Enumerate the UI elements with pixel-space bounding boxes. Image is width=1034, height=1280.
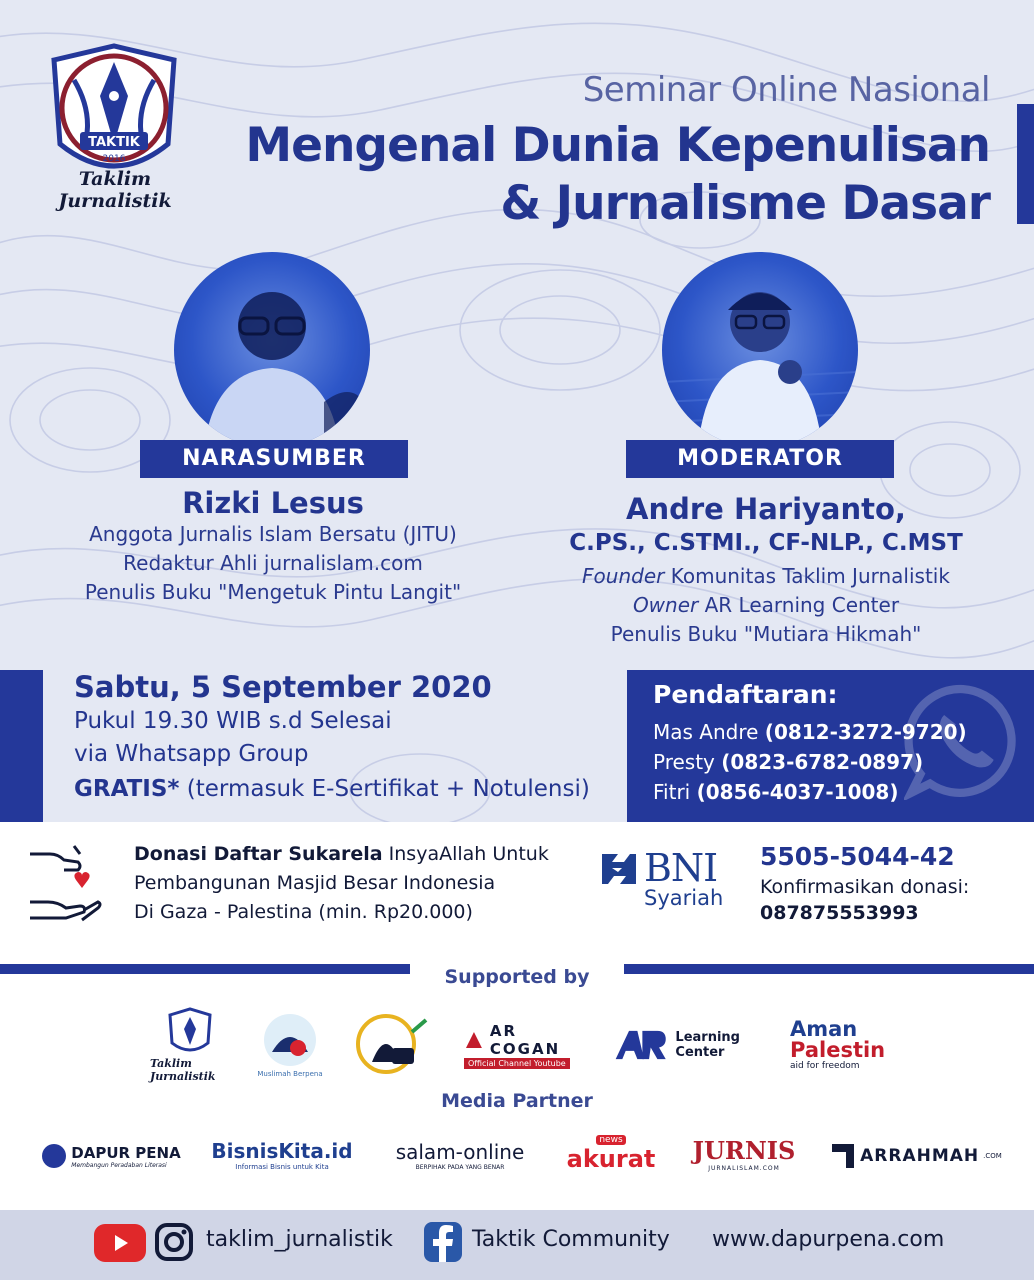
moderator-detail-text: Komunitas Taklim Jurnalistik [664,564,950,588]
facebook-page[interactable]: Taktik Community [472,1227,670,1252]
supporter-logo-ar-learning-center [614,1020,774,1070]
donation-line [134,840,594,869]
event-time: Pukul 19.30 WIB s.d Selesai [74,708,392,734]
moderator-detail-line [520,591,1012,620]
moderator-detail-line: Penulis Buku "Mutiara Hikmah" [610,622,922,646]
moderator-detail-text: AR Learning Center [698,593,900,617]
event-title-line2: & Jurnalisme Dasar [500,176,990,231]
bisniskita-name: BisnisKita.id [211,1139,353,1163]
section-divider-left [0,964,410,974]
contact-name: Presty [653,750,722,774]
partner-logo-dapur-pena [36,1134,186,1178]
confirm-label: Konfirmasikan donasi: [760,876,970,898]
arcogan-name: AR COGAN [489,1021,561,1058]
moderator-detail-italic: Owner [632,593,699,617]
hijab-writer-icon [352,1012,432,1078]
confirm-phone[interactable]: 087875553993 [760,902,919,924]
muslimah-berpena-icon [258,1012,322,1070]
partner-logo-arrahmah [828,1134,1004,1178]
narasumber-role-tag: NARASUMBER [140,440,408,478]
supporter-muslimah-caption: Muslimah Berpena [257,1070,323,1078]
event-kicker: Seminar Online Nasional [582,70,990,110]
partner-logo-akurat [556,1130,666,1178]
narasumber-name: Rizki Lesus [182,486,364,520]
moderator-details [520,562,1012,649]
dapur-pena-text [71,1144,180,1169]
dapur-pena-icon [41,1143,67,1169]
partner-logo-jurnis [684,1130,804,1178]
arcogan-header [464,1022,594,1058]
event-price [74,776,590,802]
donation-hands-icon [28,840,102,924]
donation-bold: Donasi Daftar Sukarela [134,843,383,865]
arcogan-sub: Official Channel Youtube [464,1058,570,1069]
logo-year-text: 2016 [102,154,126,164]
moderator-photo [662,252,858,448]
event-price-note: (termasuk E-Sertifikat + Notulensi) [179,776,590,802]
registration-contact [653,780,898,804]
moderator-name: Andre Hariyanto, [626,492,906,526]
supporter-taktik-caption: Taklim Jurnalistik [150,1057,216,1083]
supported-by-label: Supported by [444,966,590,988]
donation-line: Pembangunan Masjid Besar Indonesia [134,872,496,894]
donation-strip [0,822,1034,942]
narasumber-photo [174,252,370,448]
bni-word: BNI [644,846,718,890]
contact-phone[interactable]: (0823-6782-0897) [721,750,924,774]
moderator-detail-line [520,562,1012,591]
event-date: Sabtu, 5 September 2020 [74,670,492,704]
section-divider-right [624,964,1034,974]
taktik-mini-icon [166,1007,214,1057]
facebook-icon[interactable] [424,1222,462,1262]
salam-online-name: salam-online [395,1139,525,1164]
ar-lc-text: Learning Center [675,1030,740,1060]
ar-cogan-play-icon [464,1030,484,1050]
donation-line: Di Gaza - Palestina (min. Rp20.000) [134,901,473,923]
bni-syariah-word: Syariah [644,886,724,910]
supporter-logo-aman-palestin [790,1014,900,1076]
contact-name: Fitri [653,780,697,804]
logo-caption: Taklim Jurnalistik [58,168,172,212]
narasumber-detail-line: Penulis Buku "Mengetuk Pintu Langit" [84,580,462,604]
supporter-logos [150,1006,910,1084]
arrahmah-icon [830,1142,856,1170]
event-accent-bar [0,670,43,822]
supporter-logo-muslimah-berpena [250,1006,330,1084]
contact-name: Mas Andre [653,720,765,744]
contact-phone[interactable]: (0856-4037-1008) [696,780,899,804]
palestin-word: Palestin [790,1038,886,1062]
website-link[interactable]: www.dapurpena.com [712,1227,945,1252]
instagram-icon[interactable] [154,1222,194,1262]
media-partner-label: Media Partner [441,1090,593,1112]
aman-word: Aman [790,1017,858,1041]
footer-bar [0,1210,1034,1280]
jurnis-sub: JURNALISLAM.COM [708,1165,780,1172]
instagram-handle[interactable]: taklim_jurnalistik [206,1227,393,1252]
bni-syariah-logo [598,846,738,916]
narasumber-detail-line: Redaktur Ahli jurnalislam.com [123,551,423,575]
jurnis-name: JURNIS [692,1136,796,1165]
donation-text [134,840,594,927]
registration-title: Pendaftaran: [653,680,838,709]
youtube-icon[interactable] [94,1224,146,1262]
event-venue: via Whatsapp Group [74,741,309,767]
event-title-line1: Mengenal Dunia Kepenulisan [245,118,990,173]
narasumber-detail-line: Anggota Jurnalis Islam Bersatu (JITU) [89,522,457,546]
partner-logo-salam-online [382,1132,538,1178]
event-price-bold: GRATIS* [74,776,180,802]
arrahmah-com: .COM [983,1152,1002,1160]
registration-contact [653,750,923,774]
bni-mark-icon [600,852,638,886]
registration-contact [653,720,967,744]
dapur-pena-name: DAPUR PENA [71,1143,181,1162]
supporter-logo-hijab [350,1010,434,1080]
bisniskita-sub: Informasi Bisnis untuk Kita [235,1163,329,1171]
aman-tagline: aid for freedom [790,1061,860,1071]
moderator-credentials: C.PS., C.STMI., CF-NLP., C.MST [569,530,963,556]
edge-accent-bar [1017,104,1034,224]
salam-online-sub: BERPIHAK PADA YANG BENAR [415,1163,505,1171]
moderator-role-tag: MODERATOR [626,440,894,478]
arrahmah-name: ARRAHMAH [860,1146,980,1166]
partner-logo-bisniskita [202,1132,362,1178]
bank-account-number: 5505-5044-42 [760,842,955,871]
dapur-pena-sub: Membangun Peradaban Literasi [71,1161,167,1169]
logo-badge-text: TAKTIK [88,135,140,150]
media-partner-logos [30,1128,1010,1184]
akurat-name: akurat [566,1145,656,1173]
narasumber-details [50,520,496,607]
moderator-detail-italic: Founder [582,564,665,588]
registration-panel [627,670,1034,822]
donation-rest: InsyaAllah Untuk [382,843,549,865]
supporter-logo-ar-cogan [464,1020,594,1070]
akurat-badge: news [596,1135,625,1145]
contact-phone[interactable]: (0812-3272-9720) [764,720,967,744]
supporter-logo-taktik [150,1006,230,1084]
ar-learning-center-icon [614,1026,667,1064]
